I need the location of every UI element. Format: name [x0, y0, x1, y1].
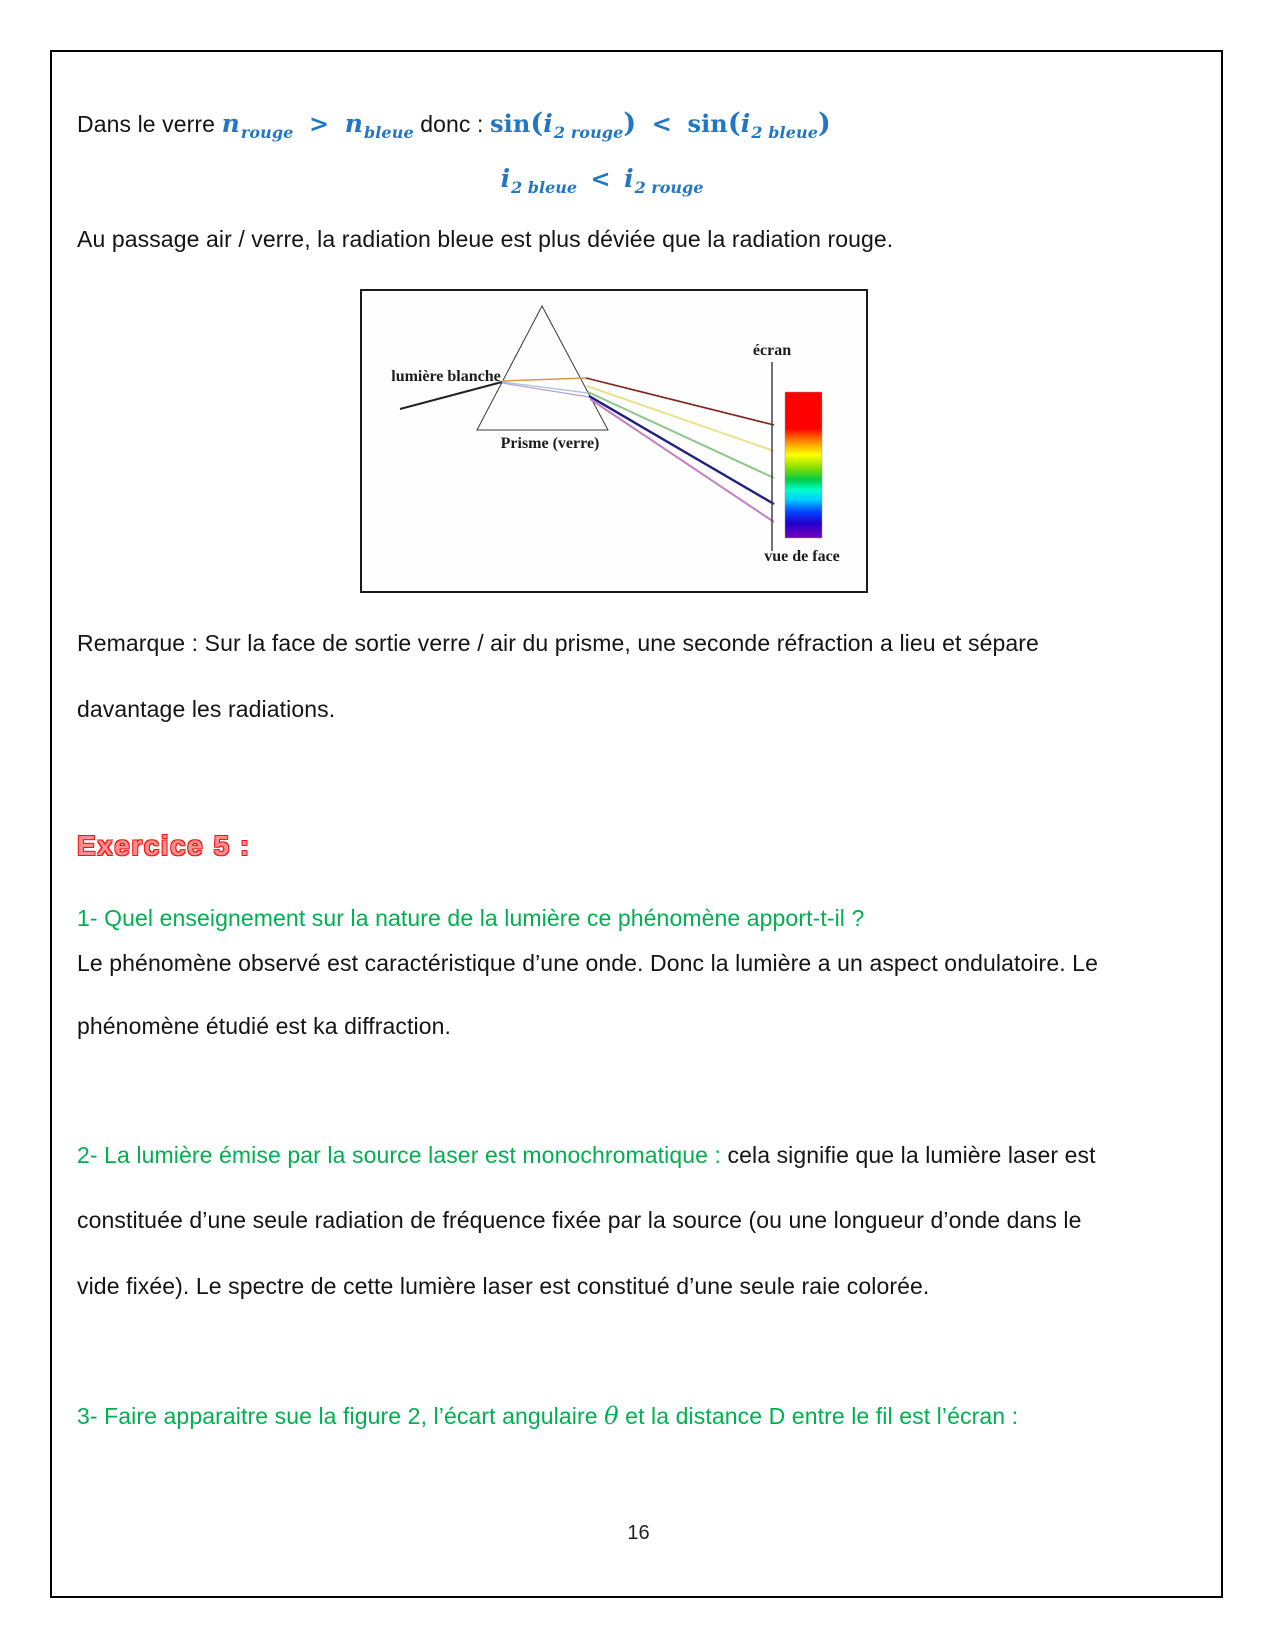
- math-i2-rouge: i2 rouge: [624, 164, 704, 197]
- remarque-line-1: Remarque : Sur la face de sortie verre / air du prisme, une seconde réfraction a lieu et sépare: [77, 630, 1039, 656]
- math-n-rouge: $n_{rouge}$: [221, 109, 294, 142]
- question-3-part-1: 3- Faire apparaitre sue la figure 2, l’écart angulaire: [77, 1403, 605, 1429]
- internal-ray-middle: [502, 382, 588, 393]
- internal-ray-top: [502, 378, 586, 381]
- question-3-part-2: et la distance D entre le fil est l’écran :: [618, 1403, 1019, 1429]
- question-2-black-part: cela signifie que la lumière laser est: [727, 1142, 1096, 1168]
- label-lumiere-blanche: lumière blanche: [391, 368, 501, 385]
- question-2: [77, 1142, 1096, 1169]
- prism-dispersion-figure: [360, 289, 868, 593]
- math-i2-rouge: $i_{2 rouge}$: [543, 109, 624, 142]
- formula-donc: donc :: [420, 111, 490, 137]
- blue-ray: [589, 396, 774, 504]
- label-ecran: écran: [752, 342, 792, 359]
- answer-1-line-1: Le phénomène observé est caractéristique d’une onde. Donc la lumière a un aspect ondulatoire. Le: [77, 950, 1098, 976]
- question-2-green-part: 2- La lumière émise par la source laser est monochromatique :: [77, 1142, 728, 1168]
- spectrum-bar: [785, 392, 822, 538]
- label-vue-de-face: vue de face: [764, 548, 840, 565]
- exercise-title: Exercice 5 :: [77, 830, 251, 861]
- question-3: [77, 1402, 1018, 1430]
- theta-symbol: θ: [604, 1402, 619, 1430]
- formula-line-2: [52, 164, 1152, 197]
- incident-ray: [400, 382, 502, 409]
- remarque-line-2: davantage les radiations.: [77, 696, 336, 722]
- answer-2-line-3: vide fixée). Le spectre de cette lumière laser est constitué d’une seule raie colorée.: [77, 1273, 930, 1299]
- sin-operator: sin: [687, 109, 728, 138]
- less-than-sign: <: [590, 164, 611, 193]
- sin-operator: sin: [489, 109, 531, 138]
- formula-prefix: Dans le verre: [77, 111, 222, 137]
- math-n-bleue: $n_{bleue}$: [344, 109, 414, 142]
- answer-1-line-2: phénomène étudié est ka diffraction.: [77, 1013, 451, 1039]
- question-1: 1- Quel enseignement sur la nature de la lumière ce phénomène apport-t-il ?: [77, 905, 865, 931]
- page-number: 16: [627, 1522, 650, 1544]
- formula-line-1: Dans le verre $n_{rouge} > n_{bleue}$ donc : $\sin(i_{2 rouge}) < \sin(i_{2 bleue})$: [77, 108, 831, 142]
- page-border: [50, 50, 1223, 1598]
- greater-than-sign: >: [308, 109, 330, 138]
- paragraph-passage: Au passage air / verre, la radiation bleue est plus déviée que la radiation rouge.: [77, 226, 894, 252]
- green-ray: [588, 392, 774, 478]
- math-i2-bleue: i2 bleue: [500, 164, 578, 197]
- answer-2-line-2: constituée d’une seule radiation de fréquence fixée par la source (ou une longueur d’onde dans le: [77, 1207, 1082, 1233]
- less-than-sign: <: [651, 109, 672, 138]
- math-i2-bleue: $i_{2 bleue}$: [740, 109, 819, 142]
- label-prisme: Prisme (verre): [500, 435, 600, 452]
- internal-ray-bottom: [502, 383, 589, 397]
- prism-figure-drawing: [362, 291, 866, 591]
